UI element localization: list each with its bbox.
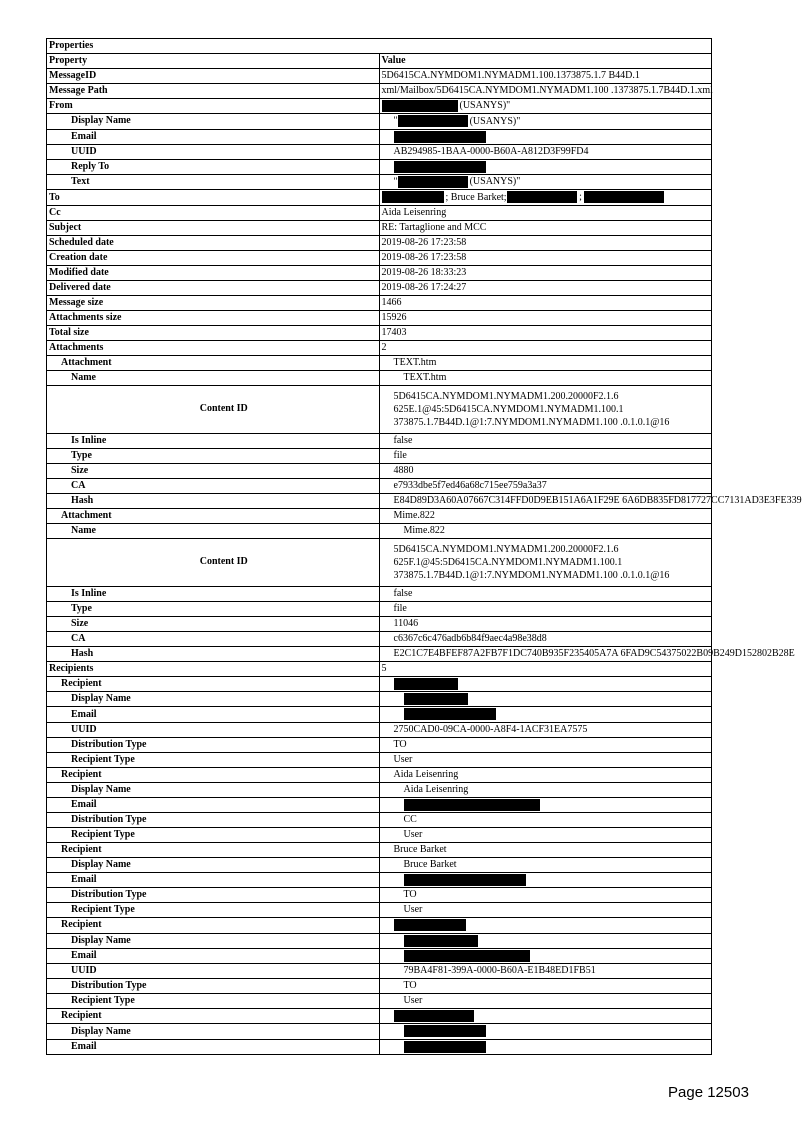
property-key: Display Name <box>47 933 380 948</box>
property-row <box>47 857 712 872</box>
property-row <box>47 707 712 722</box>
property-value: " (USANYS)" <box>379 114 712 129</box>
property-row <box>47 872 712 887</box>
redaction-box <box>404 693 468 705</box>
property-row <box>47 888 712 903</box>
property-value <box>379 948 712 963</box>
property-value-text: Mime.822 <box>393 509 435 521</box>
property-row <box>47 994 712 1009</box>
property-value-text: file <box>393 449 407 461</box>
redaction-box <box>584 191 664 203</box>
property-value-text: Aida Leisenring <box>403 783 469 795</box>
property-row <box>47 964 712 979</box>
property-row <box>47 601 712 616</box>
redaction-box <box>394 131 486 143</box>
property-value <box>379 508 712 523</box>
property-key: Email <box>47 129 380 144</box>
property-key: Display Name <box>47 857 380 872</box>
property-key: Recipient <box>47 918 380 933</box>
property-value <box>379 220 712 235</box>
property-key: Hash <box>47 646 380 661</box>
property-value-text: file <box>393 602 407 614</box>
property-value <box>379 888 712 903</box>
property-value-text: 79BA4F81-399A-0000-B60A-E1B48ED1FB51 <box>403 965 596 977</box>
property-value <box>379 463 712 478</box>
property-key: Display Name <box>47 114 380 129</box>
value-column-header: Value <box>379 54 712 69</box>
property-row <box>47 433 712 448</box>
property-key: Attachment <box>47 508 380 523</box>
property-value-text: Aida Leisenring <box>381 206 447 218</box>
property-row <box>47 385 712 433</box>
property-value <box>379 767 712 782</box>
property-value-text: xml/Mailbox/5D6415CA.NYMDOM1.NYMADM1.100 .1373875.1.7B44D.1.xml <box>381 85 713 96</box>
property-key: UUID <box>47 964 380 979</box>
property-key: Distribution Type <box>47 812 380 827</box>
property-value <box>379 933 712 948</box>
property-key: Delivered date <box>47 280 380 295</box>
property-value <box>379 235 712 250</box>
property-row <box>47 631 712 646</box>
property-value <box>379 99 712 114</box>
property-value <box>379 979 712 994</box>
table-header-row <box>47 54 712 69</box>
property-row <box>47 99 712 114</box>
property-value <box>379 782 712 797</box>
property-value <box>379 752 712 767</box>
property-value <box>379 370 712 385</box>
property-key: Recipient Type <box>47 752 380 767</box>
property-key: To <box>47 190 380 205</box>
property-value-text: (USANYS)" <box>459 100 511 112</box>
property-value-text: 1466 <box>381 296 402 308</box>
property-row <box>47 797 712 812</box>
property-value-text: 2019-08-26 17:24:27 <box>381 281 467 293</box>
property-value <box>379 616 712 631</box>
property-key: Creation date <box>47 250 380 265</box>
property-value-text: Mime.822 <box>403 524 445 536</box>
property-row <box>47 661 712 676</box>
property-key: Name <box>47 370 380 385</box>
properties-table-body <box>47 39 802 1055</box>
property-row <box>47 722 712 737</box>
property-value <box>379 310 712 325</box>
property-key: Distribution Type <box>47 737 380 752</box>
property-value <box>379 295 712 310</box>
content-id-line: 373875.1.7B44D.1@1:7.NYMDOM1.NYMADM1.100 .0.1.0.1@16 <box>393 416 670 428</box>
property-key: Subject <box>47 220 380 235</box>
property-key: UUID <box>47 722 380 737</box>
redaction-box <box>398 115 468 127</box>
property-value <box>379 385 712 433</box>
property-value-text: Bruce Barket <box>403 858 457 870</box>
property-value-text: 2 <box>381 341 387 353</box>
property-value <box>379 707 712 722</box>
content-id-line: 625F.1@45:5D6415CA.NYMDOM1.NYMADM1.100.1 <box>393 556 623 568</box>
content-id-line: 625E.1@45:5D6415CA.NYMDOM1.NYMADM1.100.1 <box>393 403 624 415</box>
property-key: Name <box>47 523 380 538</box>
redaction-box <box>404 799 540 811</box>
property-value <box>379 842 712 857</box>
property-row <box>47 1009 712 1024</box>
property-key: Display Name <box>47 1024 380 1039</box>
property-row <box>47 265 712 280</box>
property-key: Reply To <box>47 159 380 174</box>
page-number: Page 12503 <box>668 1084 749 1101</box>
property-value <box>379 918 712 933</box>
property-row <box>47 280 712 295</box>
property-key: Distribution Type <box>47 979 380 994</box>
property-value <box>379 493 802 508</box>
property-key: Content ID <box>47 385 380 433</box>
property-row <box>47 538 712 586</box>
property-row <box>47 918 712 933</box>
redaction-box <box>507 191 577 203</box>
property-value <box>379 538 712 586</box>
property-key: Recipient <box>47 842 380 857</box>
property-row <box>47 220 712 235</box>
property-row <box>47 295 712 310</box>
property-value <box>379 586 712 601</box>
property-key: Recipient Type <box>47 827 380 842</box>
property-key: UUID <box>47 144 380 159</box>
content-id-line: 5D6415CA.NYMDOM1.NYMADM1.200.20000F2.1.6 <box>393 543 619 555</box>
property-key: Recipient <box>47 1009 380 1024</box>
property-row <box>47 478 712 493</box>
property-value-text: CC <box>403 813 417 825</box>
property-value <box>379 144 712 159</box>
property-value <box>379 661 712 676</box>
property-row <box>47 355 712 370</box>
property-value <box>379 964 712 979</box>
property-row <box>47 114 712 129</box>
property-value <box>379 325 712 340</box>
property-row <box>47 616 712 631</box>
property-value-text: Bruce Barket <box>393 843 447 855</box>
property-value <box>379 355 712 370</box>
property-row <box>47 463 712 478</box>
property-value-text: Aida Leisenring <box>393 768 459 780</box>
property-value <box>379 523 712 538</box>
redaction-box <box>404 708 496 720</box>
property-key: Attachments size <box>47 310 380 325</box>
property-value-text: AB294985-1BAA-0000-B60A-A812D3F99FD4 <box>393 145 589 157</box>
property-key: Size <box>47 463 380 478</box>
property-row <box>47 129 712 144</box>
property-value-text: 15926 <box>381 311 407 323</box>
property-value-text: TO <box>403 889 417 901</box>
property-key: Attachment <box>47 355 380 370</box>
property-row <box>47 933 712 948</box>
property-value <box>379 1009 712 1024</box>
property-row <box>47 190 712 205</box>
content-id-line: 373875.1.7B44D.1@1:7.NYMDOM1.NYMADM1.100 .0.1.0.1@16 <box>393 569 670 581</box>
property-row <box>47 175 712 190</box>
property-value-text: User <box>403 995 423 1007</box>
property-value <box>379 205 712 220</box>
property-key: Recipient Type <box>47 994 380 1009</box>
property-row <box>47 250 712 265</box>
table-title-row <box>47 39 712 54</box>
property-row <box>47 692 712 707</box>
property-value-text: e7933dbe5f7ed46a68c715ee759a3a37 <box>393 479 547 491</box>
property-key: Recipient <box>47 767 380 782</box>
property-value-text: RE: Tartaglione and MCC <box>381 221 487 233</box>
property-value-text: TEXT.htm <box>403 371 447 383</box>
property-value <box>379 129 712 144</box>
property-row <box>47 827 712 842</box>
property-row <box>47 310 712 325</box>
property-row <box>47 235 712 250</box>
property-value <box>379 1039 712 1054</box>
property-value <box>379 448 712 463</box>
property-key: Cc <box>47 205 380 220</box>
property-column-header: Property <box>47 54 380 69</box>
property-row <box>47 586 712 601</box>
property-row <box>47 948 712 963</box>
property-row <box>47 676 712 691</box>
property-value <box>379 159 712 174</box>
property-value <box>379 737 712 752</box>
property-row <box>47 812 712 827</box>
property-value <box>379 676 712 691</box>
property-value-text: (USANYS)" <box>469 176 521 188</box>
redaction-box <box>398 176 468 188</box>
property-key: MessageID <box>47 69 380 84</box>
property-key: Message Path <box>47 84 380 99</box>
redaction-box <box>404 1025 486 1037</box>
property-row <box>47 842 712 857</box>
property-value-text: 5D6415CA.NYMDOM1.NYMADM1.100.1373875.1.7 B44D.1 <box>381 70 640 81</box>
property-value: ; Bruce Barket; ; <box>379 190 712 205</box>
property-value-text: TEXT.htm <box>393 356 437 368</box>
property-value <box>379 903 712 918</box>
property-key: Display Name <box>47 692 380 707</box>
property-row <box>47 84 712 99</box>
property-row <box>47 205 712 220</box>
redaction-box <box>404 935 478 947</box>
property-value-text: 5 <box>381 662 387 674</box>
property-row <box>47 325 712 340</box>
redaction-box <box>382 191 444 203</box>
property-row <box>47 493 712 508</box>
property-key: Modified date <box>47 265 380 280</box>
property-row <box>47 782 712 797</box>
property-key: Hash <box>47 493 380 508</box>
property-value-text: false <box>393 434 413 446</box>
property-key: CA <box>47 478 380 493</box>
property-value: " (USANYS)" <box>379 175 712 190</box>
property-value <box>379 265 712 280</box>
property-value-text: 2750CAD0-09CA-0000-A8F4-1ACF31EA7575 <box>393 723 588 735</box>
property-value <box>379 994 712 1009</box>
property-key: Content ID <box>47 538 380 586</box>
property-value-text: 2019-08-26 17:23:58 <box>381 236 467 248</box>
redaction-box <box>382 100 458 112</box>
property-key: Type <box>47 601 380 616</box>
property-value-text: TO <box>393 738 407 750</box>
property-value <box>379 797 712 812</box>
property-value-text: ; Bruce Barket; <box>445 191 507 203</box>
property-key: Recipient <box>47 676 380 691</box>
property-key: Display Name <box>47 782 380 797</box>
property-key: Size <box>47 616 380 631</box>
property-row <box>47 1024 712 1039</box>
redaction-box <box>404 1041 486 1053</box>
property-value <box>379 631 712 646</box>
property-value-text: false <box>393 587 413 599</box>
property-value-text: TO <box>403 980 417 992</box>
content-id-line: 5D6415CA.NYMDOM1.NYMADM1.200.20000F2.1.6 <box>393 390 619 402</box>
redaction-box <box>394 161 486 173</box>
property-value-text: 2019-08-26 17:23:58 <box>381 251 467 263</box>
property-key: From <box>47 99 380 114</box>
property-key: Is Inline <box>47 586 380 601</box>
property-value <box>379 722 712 737</box>
property-key: Distribution Type <box>47 888 380 903</box>
property-row <box>47 767 712 782</box>
property-key: Email <box>47 707 380 722</box>
property-row <box>47 340 712 355</box>
property-value-text: 4880 <box>393 464 414 476</box>
property-value <box>379 827 712 842</box>
property-value-text: c6367c6c476adb6b84f9aec4a98e38d8 <box>393 632 547 644</box>
redaction-box <box>404 874 526 886</box>
property-row <box>47 508 712 523</box>
property-value <box>379 1024 712 1039</box>
redaction-box <box>394 919 466 931</box>
property-row <box>47 144 712 159</box>
property-key: Text <box>47 175 380 190</box>
redaction-box <box>394 1010 474 1022</box>
property-row <box>47 448 712 463</box>
property-row <box>47 69 712 84</box>
property-value-text: 11046 <box>393 617 419 629</box>
property-value <box>379 478 712 493</box>
property-key: Scheduled date <box>47 235 380 250</box>
property-row <box>47 752 712 767</box>
property-row <box>47 903 712 918</box>
property-value-text: E84D89D3A60A07667C314FFD0D9EB151A6A1F29E 6A6DB835FD817727CC7131AD3E3FE339 <box>393 494 802 506</box>
property-row <box>47 159 712 174</box>
property-key: Total size <box>47 325 380 340</box>
property-key: Attachments <box>47 340 380 355</box>
properties-table <box>46 38 802 1055</box>
property-value <box>379 250 712 265</box>
property-row <box>47 370 712 385</box>
property-key: Email <box>47 797 380 812</box>
property-value-text: E2C1C7E4BFEF87A2FB7F1DC740B935F235405A7A 6FAD9C54375022B09B249D152802B28E <box>393 647 795 659</box>
property-row <box>47 979 712 994</box>
property-value <box>379 433 712 448</box>
property-value <box>379 692 712 707</box>
property-row <box>47 737 712 752</box>
property-key: Email <box>47 948 380 963</box>
property-value <box>379 69 712 84</box>
property-key: CA <box>47 631 380 646</box>
property-key: Email <box>47 872 380 887</box>
property-key: Recipients <box>47 661 380 676</box>
property-value <box>379 84 712 99</box>
property-value <box>379 857 712 872</box>
property-value-text: 2019-08-26 18:33:23 <box>381 266 467 278</box>
property-value <box>379 340 712 355</box>
property-row <box>47 1039 712 1054</box>
property-value <box>379 280 712 295</box>
property-key: Message size <box>47 295 380 310</box>
property-key: Email <box>47 1039 380 1054</box>
property-value-text: 17403 <box>381 326 407 338</box>
property-key: Recipient Type <box>47 903 380 918</box>
property-row <box>47 523 712 538</box>
property-value-text: (USANYS)" <box>469 115 521 127</box>
property-value <box>379 601 712 616</box>
property-value <box>379 646 795 661</box>
property-row <box>47 646 712 661</box>
property-key: Type <box>47 448 380 463</box>
property-value <box>379 812 712 827</box>
redaction-box <box>394 678 458 690</box>
property-key: Is Inline <box>47 433 380 448</box>
property-value-text: User <box>393 753 413 765</box>
property-value-text: User <box>403 904 423 916</box>
property-value-text: User <box>403 828 423 840</box>
table-title: Properties <box>47 39 712 54</box>
redaction-box <box>404 950 530 962</box>
property-value <box>379 872 712 887</box>
